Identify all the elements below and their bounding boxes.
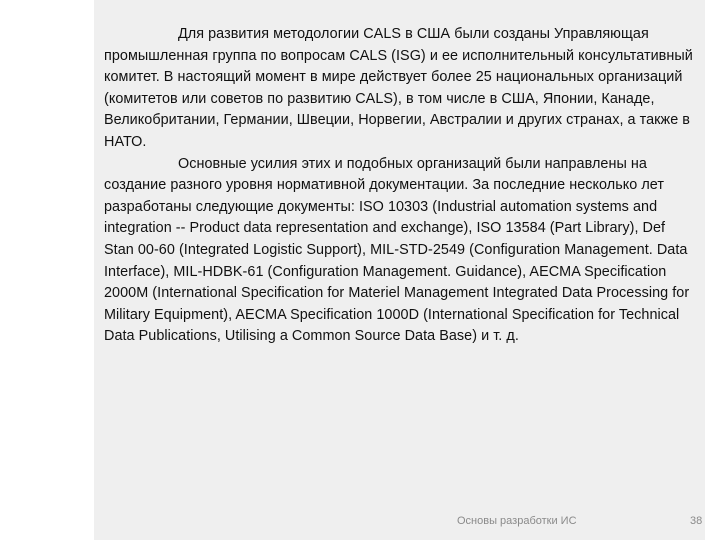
page-number: 38: [690, 515, 703, 527]
paragraph-cals-organizations: Для развития методологии CALS в США были созданы Управляющая промышленная группа по вопросам CALS (ISG) и ее исполнительный консультативный комитет. В настоящий момент в мире действует более 25 национальных организаций (комитетов или советов по развитию CALS), в том числе в США, Японии, Канаде, Великобритании, Германии, Швеции, Норвегии, Австралии и других странах, а также в НАТО.: [104, 26, 693, 150]
paragraph-normative-documents: Основные усилия этих и подобных организаций были направлены на создание разного уровня нормативной документации. За последние несколько лет разработаны следующие документы: ISO 10303 (Industrial automation systems and integration -- Product data representation and exchange), ISO 13584 (Part Library), Def Stan 00-60 (Integrated Logistic Support), MIL-STD-2549 (Configuration Management. Data Interface), MIL-HDBK-61 (Configuration Management. Guidance), AECMA Specification 2000M (International Specification for Materiel Management Integrated Data Processing for Military Equipment), AECMA Specification 1000D (International Specification for Technical Data Publications, Utilising a Common Source Data Base) и т. д.: [104, 155, 690, 345]
footer-caption: Основы разработки ИС: [457, 515, 577, 527]
slide-text: [104, 24, 694, 348]
